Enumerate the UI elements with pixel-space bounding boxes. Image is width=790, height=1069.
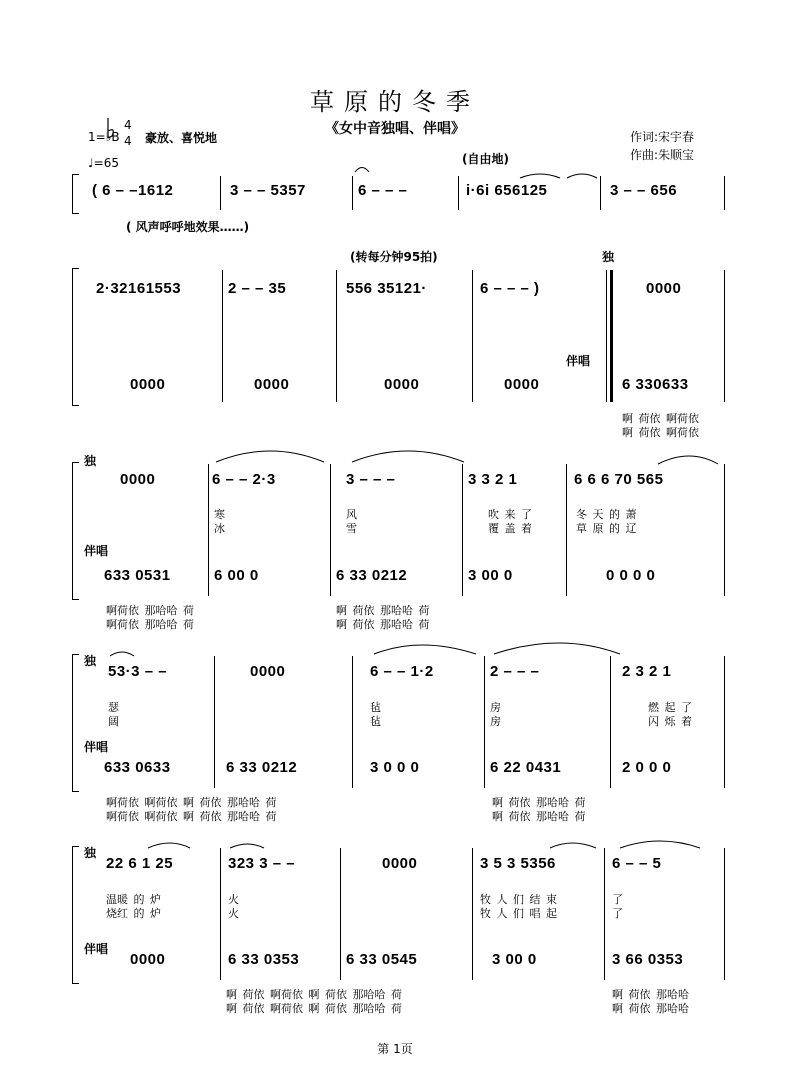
s2-top-measure-4: 6 – – – ) <box>480 280 540 297</box>
s4-solo-lyric: 毡 <box>370 701 381 714</box>
s5-top-measure-4: 3 5 3 5356 <box>480 855 556 872</box>
s3-top-measure-5: 6 6 6 70 565 <box>574 471 664 488</box>
expression-mark: 豪放、喜悦地 <box>145 131 218 145</box>
slur <box>567 174 597 178</box>
key-signature: 1=♭B <box>88 130 120 144</box>
s2-bottom-measure-2: 0000 <box>254 376 290 393</box>
s4-solo-lyric: 房 <box>490 715 501 728</box>
s3-solo-lyric: 雪 <box>346 522 357 535</box>
s5-choir-lyrics: 啊 荷依 那哈哈 <box>612 1002 689 1015</box>
s3-solo-lyric: 冬 天 的 萧 <box>576 508 637 521</box>
s3-top-measure-3: 3 – – – <box>346 471 396 488</box>
slur <box>520 174 560 178</box>
s5-top-measure-1: 22 6 1 25 <box>106 855 174 872</box>
s4-solo-lyric: 毡 <box>370 715 381 728</box>
tempo-mark: ♩=65 <box>88 156 119 170</box>
choir-label: 伴唱 <box>84 942 109 956</box>
s5-bottom-measure-2: 6 33 0353 <box>228 951 300 968</box>
s5-top-measure-3: 0000 <box>382 855 418 872</box>
s1-measure-3: 6 – – – <box>358 182 408 199</box>
slur <box>148 843 190 848</box>
s4-choir-lyrics: 啊荷依 啊荷依 啊 荷依 那哈哈 荷 <box>106 796 277 809</box>
s4-solo-lyric: 闪 烁 着 <box>648 715 692 728</box>
s5-choir-lyrics: 啊 荷依 那哈哈 <box>612 988 689 1001</box>
s3-solo-lyric: 风 <box>346 508 357 521</box>
tempo-change-mark: (转每分钟95拍) <box>350 250 438 264</box>
s5-solo-lyric: 牧 人 们 结 束 <box>480 893 557 906</box>
s3-top-measure-1: 0000 <box>120 471 156 488</box>
s5-top-measure-5: 6 – – 5 <box>612 855 662 872</box>
s4-top-measure-4: 2 – – – <box>490 663 540 680</box>
time-signature-top: 4 <box>124 118 132 132</box>
s3-solo-lyric: 草 原 的 辽 <box>576 522 637 535</box>
s2-bottom-measure-1: 0000 <box>130 376 166 393</box>
s4-choir-lyrics: 啊 荷依 那哈哈 荷 <box>492 810 586 823</box>
s3-solo-lyric: 冰 <box>214 522 225 535</box>
fermata-icon <box>355 168 369 173</box>
s3-top-measure-2: 6 – – 2·3 <box>212 471 276 488</box>
s4-top-measure-1: 53·3 – – <box>108 663 168 680</box>
wind-effect-note: ( 风声呼呼地效果……) <box>126 220 250 234</box>
s2-choir-lyrics-1: 啊 荷依 啊荷依 <box>622 412 699 425</box>
slur <box>374 645 476 654</box>
s4-solo-lyric: 瑟 <box>108 701 119 714</box>
page-number: 第 1页 <box>377 1042 413 1056</box>
s3-bottom-measure-5: 0 0 0 0 <box>606 567 656 584</box>
s4-bottom-measure-2: 6 33 0212 <box>226 759 298 776</box>
s3-bottom-measure-1: 633 0531 <box>104 567 171 584</box>
s2-choir-lyrics-2: 啊 荷依 啊荷依 <box>622 426 699 439</box>
s1-measure-5: 3 – – 656 <box>610 182 678 199</box>
s4-solo-lyric: 燃 起 了 <box>648 701 692 714</box>
s3-solo-lyric: 覆 盖 着 <box>488 522 532 535</box>
s5-solo-lyric: 火 <box>228 893 239 906</box>
s5-solo-lyric: 了 <box>612 893 623 906</box>
s2-bottom-measure-4: 0000 <box>504 376 540 393</box>
free-tempo-mark: (自由地) <box>462 152 509 166</box>
s5-bottom-measure-1: 0000 <box>130 951 166 968</box>
s3-solo-lyric: 寒 <box>214 508 225 521</box>
solo-label: 独 <box>84 846 97 860</box>
s5-solo-lyric: 了 <box>612 907 623 920</box>
s3-choir-lyrics: 啊荷依 那哈哈 荷 <box>106 604 194 617</box>
s4-solo-lyric: 阔 <box>108 715 119 728</box>
slur <box>230 844 264 848</box>
s5-solo-lyric: 牧 人 们 唱 起 <box>480 907 557 920</box>
s2-top-measure-1: 2·32161553 <box>96 280 182 297</box>
song-subtitle: 《女中音独唱、伴唱》 <box>325 121 465 137</box>
s2-top-measure-2: 2 – – 35 <box>228 280 287 297</box>
solo-label: 独 <box>84 454 97 468</box>
slur <box>110 652 134 656</box>
s5-top-measure-2: 323 3 – – <box>228 855 296 872</box>
s3-bottom-measure-3: 6 33 0212 <box>336 567 408 584</box>
s5-choir-lyrics: 啊 荷依 啊荷依 啊 荷依 那哈哈 荷 <box>226 988 402 1001</box>
slur <box>620 841 700 848</box>
choir-label: 伴唱 <box>566 354 591 368</box>
s4-top-measure-5: 2 3 2 1 <box>622 663 672 680</box>
slur <box>494 643 620 654</box>
lyricist: 作词:宋宇春 <box>630 130 695 144</box>
s4-bottom-measure-3: 3 0 0 0 <box>370 759 420 776</box>
s3-top-measure-4: 3 3 2 1 <box>468 471 518 488</box>
s3-choir-lyrics: 啊 荷依 那哈哈 荷 <box>336 618 430 631</box>
s4-top-measure-3: 6 – – 1·2 <box>370 663 434 680</box>
s4-top-measure-2: 0000 <box>250 663 286 680</box>
s3-bottom-measure-4: 3 00 0 <box>468 567 513 584</box>
flat-icon <box>108 118 113 138</box>
s3-solo-lyric: 吹 来 了 <box>488 508 532 521</box>
s2-bottom-measure-5: 6 330633 <box>622 376 689 393</box>
s5-bottom-measure-3: 6 33 0545 <box>346 951 418 968</box>
s1-measure-2: 3 – – 5357 <box>230 182 306 199</box>
s5-solo-lyric: 烧红 的 炉 <box>106 907 161 920</box>
song-title: 草原的冬季 <box>310 88 480 116</box>
s4-bottom-measure-5: 2 0 0 0 <box>622 759 672 776</box>
solo-label: 独 <box>602 250 615 264</box>
s5-solo-lyric: 温暖 的 炉 <box>106 893 161 906</box>
s4-bottom-measure-1: 633 0633 <box>104 759 171 776</box>
s4-choir-lyrics: 啊 荷依 那哈哈 荷 <box>492 796 586 809</box>
s1-measure-4: i·6i 656125 <box>466 182 548 199</box>
s4-choir-lyrics: 啊荷依 啊荷依 啊 荷依 那哈哈 荷 <box>106 810 277 823</box>
slur <box>658 456 718 464</box>
s5-solo-lyric: 火 <box>228 907 239 920</box>
s4-solo-lyric: 房 <box>490 701 501 714</box>
s5-choir-lyrics: 啊 荷依 啊荷依 啊 荷依 那哈哈 荷 <box>226 1002 402 1015</box>
s2-bottom-measure-3: 0000 <box>384 376 420 393</box>
solo-label: 独 <box>84 654 97 668</box>
s1-measure-1: ( 6 – –1612 <box>92 182 174 199</box>
s4-bottom-measure-4: 6 22 0431 <box>490 759 562 776</box>
s5-bottom-measure-4: 3 00 0 <box>492 951 537 968</box>
slur <box>550 843 596 848</box>
s2-top-measure-5: 0000 <box>646 280 682 297</box>
choir-label: 伴唱 <box>84 740 109 754</box>
s5-bottom-measure-5: 3 66 0353 <box>612 951 684 968</box>
s3-bottom-measure-2: 6 00 0 <box>214 567 259 584</box>
s2-top-measure-3: 556 35121· <box>346 280 427 297</box>
slur <box>352 451 464 462</box>
s3-choir-lyrics: 啊 荷依 那哈哈 荷 <box>336 604 430 617</box>
choir-label: 伴唱 <box>84 544 109 558</box>
time-signature-bottom: 4 <box>124 134 132 148</box>
slur <box>216 451 324 462</box>
s3-choir-lyrics: 啊荷依 那哈哈 荷 <box>106 618 194 631</box>
composer: 作曲:朱顺宝 <box>630 148 695 162</box>
